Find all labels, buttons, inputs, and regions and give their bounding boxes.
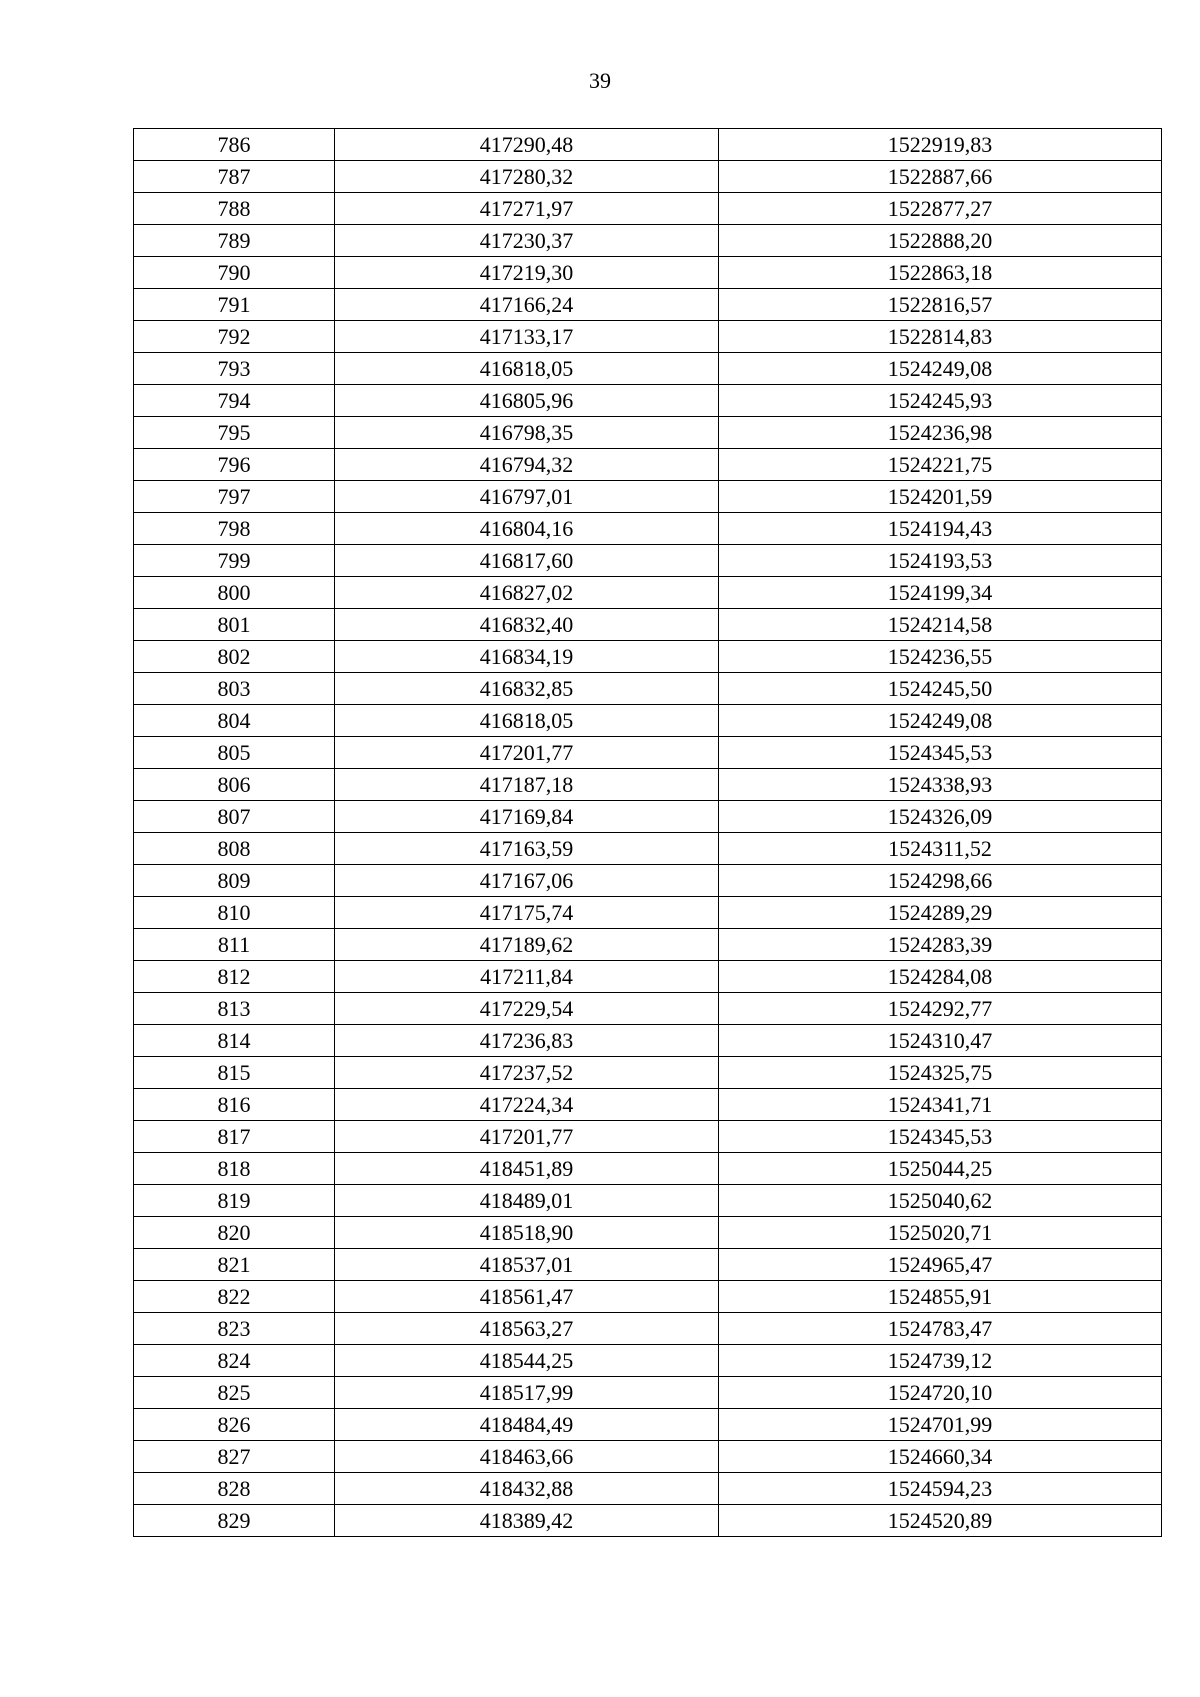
y-coordinate-cell: 1524199,34 [719,577,1162,609]
y-coordinate-cell: 1524249,08 [719,353,1162,385]
y-coordinate-cell: 1524245,93 [719,385,1162,417]
x-coordinate-cell: 416805,96 [335,385,719,417]
y-coordinate-cell: 1524249,08 [719,705,1162,737]
point-number-cell: 803 [134,673,335,705]
x-coordinate-cell: 416832,40 [335,609,719,641]
table-row [134,961,1162,993]
y-coordinate-cell: 1522863,18 [719,257,1162,289]
point-number-cell: 815 [134,1057,335,1089]
point-number-cell: 807 [134,801,335,833]
y-coordinate-cell: 1524325,75 [719,1057,1162,1089]
y-coordinate-cell: 1525044,25 [719,1153,1162,1185]
point-number-cell: 823 [134,1313,335,1345]
x-coordinate-cell: 416832,85 [335,673,719,705]
x-coordinate-cell: 417166,24 [335,289,719,321]
x-coordinate-cell: 417133,17 [335,321,719,353]
table-row [134,801,1162,833]
point-number-cell: 813 [134,993,335,1025]
point-number-cell: 806 [134,769,335,801]
x-coordinate-cell: 416827,02 [335,577,719,609]
table-row [134,1185,1162,1217]
point-number-cell: 801 [134,609,335,641]
y-coordinate-cell: 1524236,55 [719,641,1162,673]
table-row [134,737,1162,769]
point-number-cell: 796 [134,449,335,481]
y-coordinate-cell: 1524345,53 [719,1121,1162,1153]
x-coordinate-cell: 417167,06 [335,865,719,897]
table-row [134,1057,1162,1089]
table-row [134,129,1162,161]
point-number-cell: 789 [134,225,335,257]
point-number-cell: 814 [134,1025,335,1057]
point-number-cell: 824 [134,1345,335,1377]
y-coordinate-cell: 1522888,20 [719,225,1162,257]
x-coordinate-cell: 417175,74 [335,897,719,929]
point-number-cell: 817 [134,1121,335,1153]
table-row [134,993,1162,1025]
y-coordinate-cell: 1525040,62 [719,1185,1162,1217]
point-number-cell: 790 [134,257,335,289]
point-number-cell: 825 [134,1377,335,1409]
point-number-cell: 827 [134,1441,335,1473]
y-coordinate-cell: 1524201,59 [719,481,1162,513]
x-coordinate-cell: 417236,83 [335,1025,719,1057]
y-coordinate-cell: 1524194,43 [719,513,1162,545]
x-coordinate-cell: 418544,25 [335,1345,719,1377]
x-coordinate-cell: 416794,32 [335,449,719,481]
y-coordinate-cell: 1524245,50 [719,673,1162,705]
x-coordinate-cell: 417229,54 [335,993,719,1025]
point-number-cell: 802 [134,641,335,673]
x-coordinate-cell: 417211,84 [335,961,719,993]
point-number-cell: 798 [134,513,335,545]
y-coordinate-cell: 1525020,71 [719,1217,1162,1249]
table-row [134,417,1162,449]
table-row [134,257,1162,289]
y-coordinate-cell: 1524298,66 [719,865,1162,897]
y-coordinate-cell: 1524338,93 [719,769,1162,801]
point-number-cell: 819 [134,1185,335,1217]
y-coordinate-cell: 1524310,47 [719,1025,1162,1057]
x-coordinate-cell: 416817,60 [335,545,719,577]
point-number-cell: 794 [134,385,335,417]
table-row [134,1121,1162,1153]
point-number-cell: 788 [134,193,335,225]
x-coordinate-cell: 418518,90 [335,1217,719,1249]
x-coordinate-cell: 418451,89 [335,1153,719,1185]
y-coordinate-cell: 1522919,83 [719,129,1162,161]
y-coordinate-cell: 1522816,57 [719,289,1162,321]
table-row [134,1409,1162,1441]
table-row [134,929,1162,961]
table-row [134,577,1162,609]
x-coordinate-cell: 416804,16 [335,513,719,545]
x-coordinate-cell: 417219,30 [335,257,719,289]
y-coordinate-cell: 1524783,47 [719,1313,1162,1345]
table-row [134,1345,1162,1377]
point-number-cell: 812 [134,961,335,993]
x-coordinate-cell: 418432,88 [335,1473,719,1505]
x-coordinate-cell: 417187,18 [335,769,719,801]
coordinates-table [133,128,1162,1537]
coordinates-table-body [134,129,1162,1537]
x-coordinate-cell: 418517,99 [335,1377,719,1409]
y-coordinate-cell: 1524326,09 [719,801,1162,833]
x-coordinate-cell: 418563,27 [335,1313,719,1345]
point-number-cell: 792 [134,321,335,353]
y-coordinate-cell: 1522814,83 [719,321,1162,353]
x-coordinate-cell: 417237,52 [335,1057,719,1089]
x-coordinate-cell: 418389,42 [335,1505,719,1537]
y-coordinate-cell: 1524311,52 [719,833,1162,865]
x-coordinate-cell: 417290,48 [335,129,719,161]
table-row [134,1281,1162,1313]
y-coordinate-cell: 1524289,29 [719,897,1162,929]
point-number-cell: 786 [134,129,335,161]
x-coordinate-cell: 417163,59 [335,833,719,865]
point-number-cell: 811 [134,929,335,961]
x-coordinate-cell: 418537,01 [335,1249,719,1281]
table-row [134,545,1162,577]
point-number-cell: 829 [134,1505,335,1537]
point-number-cell: 828 [134,1473,335,1505]
x-coordinate-cell: 417169,84 [335,801,719,833]
point-number-cell: 821 [134,1249,335,1281]
y-coordinate-cell: 1524236,98 [719,417,1162,449]
x-coordinate-cell: 416818,05 [335,353,719,385]
point-number-cell: 808 [134,833,335,865]
table-row [134,897,1162,929]
y-coordinate-cell: 1524720,10 [719,1377,1162,1409]
y-coordinate-cell: 1524739,12 [719,1345,1162,1377]
point-number-cell: 818 [134,1153,335,1185]
x-coordinate-cell: 417201,77 [335,737,719,769]
table-row [134,641,1162,673]
y-coordinate-cell: 1524660,34 [719,1441,1162,1473]
y-coordinate-cell: 1524214,58 [719,609,1162,641]
point-number-cell: 820 [134,1217,335,1249]
table-row [134,1249,1162,1281]
x-coordinate-cell: 416818,05 [335,705,719,737]
table-row [134,1153,1162,1185]
x-coordinate-cell: 416834,19 [335,641,719,673]
point-number-cell: 826 [134,1409,335,1441]
table-row [134,385,1162,417]
page-number: 39 [589,68,611,93]
table-row [134,1473,1162,1505]
table-row [134,1217,1162,1249]
point-number-cell: 793 [134,353,335,385]
x-coordinate-cell: 417271,97 [335,193,719,225]
y-coordinate-cell: 1524292,77 [719,993,1162,1025]
point-number-cell: 797 [134,481,335,513]
point-number-cell: 816 [134,1089,335,1121]
x-coordinate-cell: 418561,47 [335,1281,719,1313]
table-row [134,769,1162,801]
table-row [134,865,1162,897]
x-coordinate-cell: 418463,66 [335,1441,719,1473]
table-row [134,833,1162,865]
y-coordinate-cell: 1524283,39 [719,929,1162,961]
y-coordinate-cell: 1524594,23 [719,1473,1162,1505]
table-row [134,449,1162,481]
table-row [134,513,1162,545]
point-number-cell: 791 [134,289,335,321]
point-number-cell: 809 [134,865,335,897]
x-coordinate-cell: 417189,62 [335,929,719,961]
x-coordinate-cell: 416798,35 [335,417,719,449]
y-coordinate-cell: 1522877,27 [719,193,1162,225]
x-coordinate-cell: 417224,34 [335,1089,719,1121]
table-row [134,1505,1162,1537]
table-row [134,353,1162,385]
table-row [134,609,1162,641]
table-row [134,1441,1162,1473]
table-row [134,673,1162,705]
table-row [134,161,1162,193]
y-coordinate-cell: 1522887,66 [719,161,1162,193]
table-row [134,1377,1162,1409]
table-row [134,193,1162,225]
point-number-cell: 805 [134,737,335,769]
x-coordinate-cell: 417201,77 [335,1121,719,1153]
point-number-cell: 799 [134,545,335,577]
y-coordinate-cell: 1524965,47 [719,1249,1162,1281]
y-coordinate-cell: 1524855,91 [719,1281,1162,1313]
table-row [134,481,1162,513]
y-coordinate-cell: 1524345,53 [719,737,1162,769]
point-number-cell: 804 [134,705,335,737]
x-coordinate-cell: 418489,01 [335,1185,719,1217]
y-coordinate-cell: 1524701,99 [719,1409,1162,1441]
x-coordinate-cell: 417280,32 [335,161,719,193]
table-row [134,289,1162,321]
point-number-cell: 787 [134,161,335,193]
table-row [134,1025,1162,1057]
table-row [134,321,1162,353]
y-coordinate-cell: 1524341,71 [719,1089,1162,1121]
y-coordinate-cell: 1524520,89 [719,1505,1162,1537]
x-coordinate-cell: 416797,01 [335,481,719,513]
point-number-cell: 810 [134,897,335,929]
table-row [134,1313,1162,1345]
point-number-cell: 822 [134,1281,335,1313]
x-coordinate-cell: 418484,49 [335,1409,719,1441]
point-number-cell: 800 [134,577,335,609]
point-number-cell: 795 [134,417,335,449]
y-coordinate-cell: 1524284,08 [719,961,1162,993]
table-row [134,225,1162,257]
table-row [134,705,1162,737]
y-coordinate-cell: 1524193,53 [719,545,1162,577]
y-coordinate-cell: 1524221,75 [719,449,1162,481]
table-row [134,1089,1162,1121]
x-coordinate-cell: 417230,37 [335,225,719,257]
